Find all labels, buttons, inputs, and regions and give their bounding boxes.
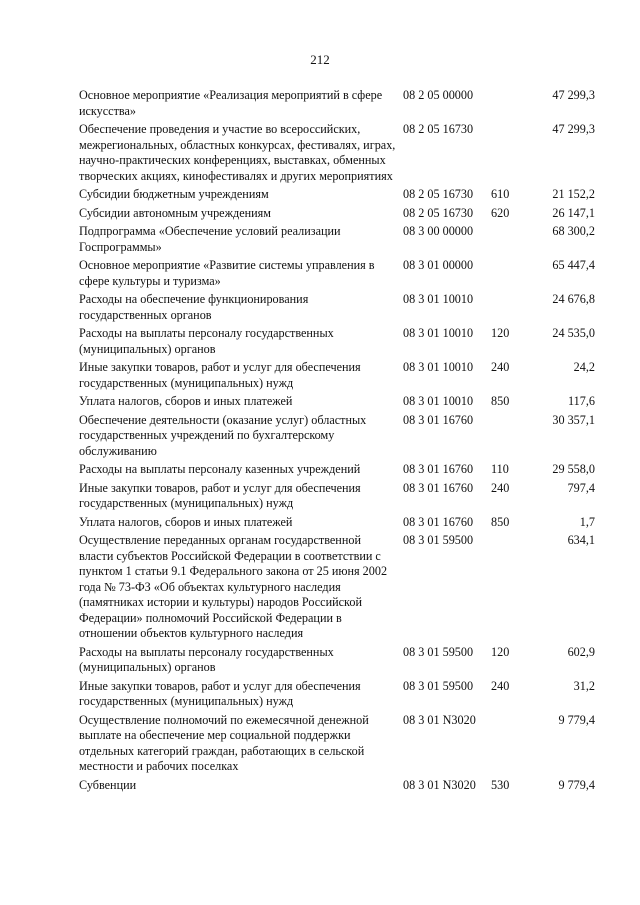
row-expense-type: 850 [491, 394, 510, 408]
row-code: 08 3 01 16760 [403, 480, 474, 495]
row-name: Основное мероприятие «Развитие системы управления в сфере культуры и туризма» [79, 258, 375, 288]
row-name: Основное мероприятие «Реализация мероприятий в сфере искусства» [79, 88, 383, 118]
table-row [79, 326, 595, 357]
row-expense-type: 120 [491, 644, 510, 659]
row-sum: 24 676,8 [552, 292, 595, 306]
row-expense-type: 610 [491, 187, 510, 201]
row-sum: 21 152,2 [552, 187, 595, 201]
row-name: Осуществление переданных органам государственной власти субъектов Российской Федерации в соответствии с пунктом 1 статьи 9.1 Федерального закона от 25 июня 2002 года № 73-ФЗ «Об объектах культурного наследия (памятниках истории и культуры) народов Российской Федерации» полномочий Российской Федерации в отношении объектов культурного наследия [79, 533, 388, 640]
row-sum: 602,9 [567, 644, 595, 659]
row-sum: 30 357,1 [552, 412, 595, 427]
row-expense-type: 240 [491, 480, 510, 495]
row-expense-type: 120 [491, 326, 510, 340]
row-sum: 47 299,3 [552, 88, 595, 102]
row-code: 08 3 01 16760 [403, 462, 474, 476]
row-sum: 24 535,0 [552, 326, 595, 340]
row-sum: 797,4 [567, 480, 595, 495]
row-code: 08 3 01 16760 [403, 412, 474, 427]
row-name: Расходы на выплаты персоналу государственных (муниципальных) органов [79, 644, 334, 674]
row-sum: 24,2 [573, 360, 595, 374]
table-row [79, 187, 595, 203]
row-name: Уплата налогов, сборов и иных платежей [79, 394, 293, 408]
row-name: Подпрограмма «Обеспечение условий реализации Госпрограммы» [79, 224, 341, 254]
row-name: Субвенции [79, 777, 137, 792]
row-code: 08 2 05 16730 [403, 205, 474, 220]
row-name: Расходы на выплаты персоналу государственных (муниципальных) органов [79, 326, 334, 356]
row-sum: 29 558,0 [552, 462, 595, 476]
row-sum: 26 147,1 [552, 205, 595, 220]
row-code: 08 3 01 10010 [403, 326, 474, 340]
row-code: 08 2 05 16730 [403, 187, 474, 201]
table-row [79, 206, 595, 222]
row-name: Субсидии бюджетным учреждениям [79, 187, 269, 201]
table-row [79, 515, 595, 531]
row-expense-type: 620 [491, 205, 510, 220]
row-code: 08 3 01 10010 [403, 292, 474, 306]
row-expense-type: 240 [491, 678, 510, 693]
table-row [79, 360, 595, 391]
table-row [79, 533, 595, 642]
table-row [79, 224, 595, 255]
row-sum: 65 447,4 [552, 258, 595, 272]
budget-table [79, 88, 595, 796]
row-sum: 1,7 [579, 514, 595, 529]
row-name: Иные закупки товаров, работ и услуг для обеспечения государственных (муниципальных) нужд [79, 360, 361, 390]
row-code: 08 3 01 59500 [403, 678, 474, 693]
row-name: Расходы на обеспечение функционирования государственных органов [79, 292, 309, 322]
row-code: 08 3 01 00000 [403, 258, 474, 272]
row-name: Иные закупки товаров, работ и услуг для обеспечения государственных (муниципальных) нужд [79, 678, 361, 708]
row-sum: 47 299,3 [552, 122, 595, 136]
row-name: Обеспечение деятельности (оказание услуг) областных государственных учреждений по бухгалтерскому обслуживанию [79, 412, 367, 458]
row-name: Осуществление полномочий по ежемесячной денежной выплате на обеспечение мер социальной поддержки отдельных категорий граждан, работающих в сельской местности и рабочих поселках [79, 712, 369, 773]
row-name: Субсидии автономным учреждениям [79, 205, 271, 220]
table-row [79, 778, 595, 794]
row-code: 08 2 05 16730 [403, 122, 474, 136]
row-code: 08 3 01 N3020 [403, 712, 476, 727]
row-sum: 117,6 [568, 394, 595, 408]
row-expense-type: 110 [491, 462, 509, 476]
row-name: Обеспечение проведения и участие во всероссийских, межрегиональных, областных конкурсах, фестивалях, играх, научно-практических конференциях, выставках, обменных творческих акциях, кинофестивалях и других мероприятиях [79, 122, 396, 183]
table-row [79, 462, 595, 478]
row-code: 08 3 01 59500 [403, 644, 474, 659]
table-row [79, 645, 595, 676]
row-name: Расходы на выплаты персоналу казенных учреждений [79, 462, 361, 476]
row-code: 08 3 01 N3020 [403, 777, 476, 792]
page-number: 212 [310, 52, 330, 67]
row-code: 08 3 00 00000 [403, 224, 474, 238]
row-name: Уплата налогов, сборов и иных платежей [79, 514, 293, 529]
row-code: 08 3 01 16760 [403, 514, 474, 529]
table-row [79, 713, 595, 775]
row-sum: 31,2 [573, 678, 595, 693]
row-sum: 634,1 [567, 533, 595, 547]
row-sum: 9 779,4 [558, 777, 595, 792]
row-code: 08 3 01 59500 [403, 533, 474, 547]
table-row [79, 413, 595, 460]
table-row [79, 679, 595, 710]
table-row [79, 394, 595, 410]
row-code: 08 3 01 10010 [403, 360, 474, 374]
row-expense-type: 850 [491, 514, 510, 529]
row-code: 08 3 01 10010 [403, 394, 474, 408]
row-sum: 9 779,4 [558, 712, 595, 727]
row-expense-type: 240 [491, 360, 510, 374]
table-row [79, 88, 595, 119]
row-code: 08 2 05 00000 [403, 88, 474, 102]
row-sum: 68 300,2 [552, 224, 595, 238]
table-row [79, 481, 595, 512]
table-row [79, 122, 595, 184]
table-row [79, 292, 595, 323]
row-expense-type: 530 [491, 777, 510, 792]
table-row [79, 258, 595, 289]
row-name: Иные закупки товаров, работ и услуг для обеспечения государственных (муниципальных) нужд [79, 480, 361, 510]
